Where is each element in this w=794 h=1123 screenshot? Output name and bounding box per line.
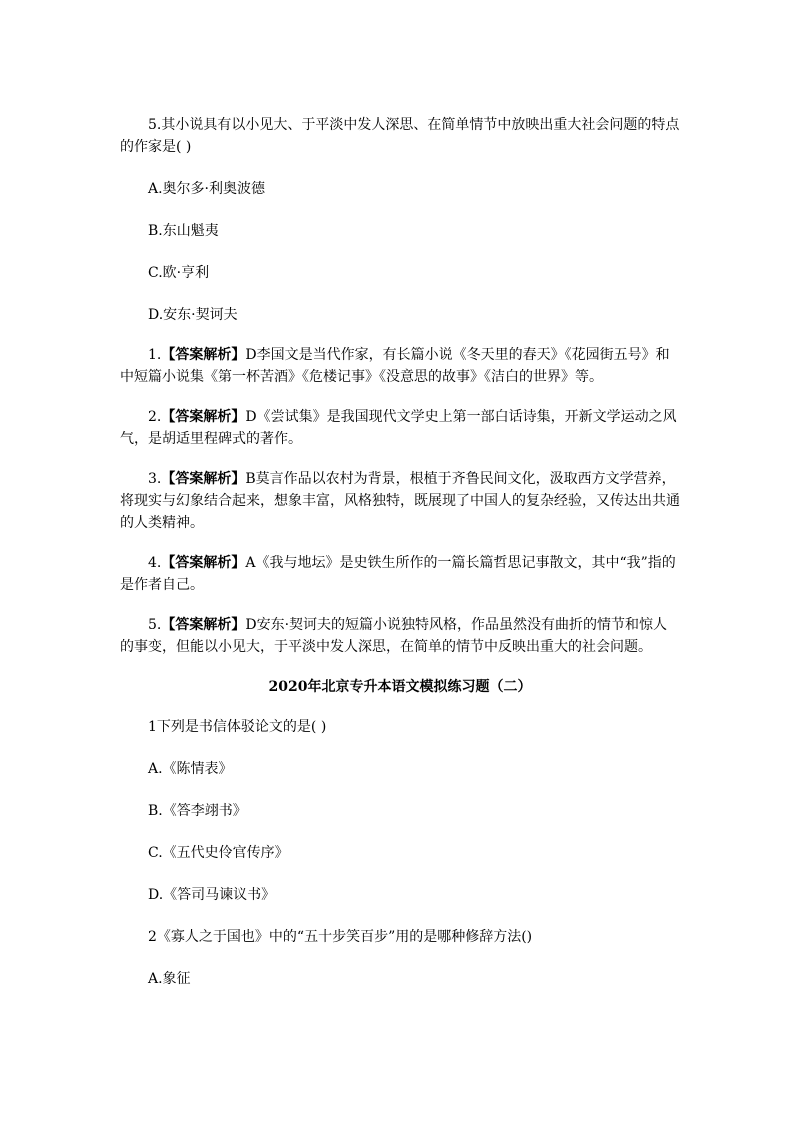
- question-5-stem: 5.其小说具有以小见大、于平淡中发人深思、在简单情节中放映出重大社会问题的特点的作家是( ): [120, 117, 680, 155]
- answer-text: D《尝试集》是我国现代文学史上第一部白话诗集，开新文学运动之风气，是胡适里程碑式的著作。: [120, 409, 677, 447]
- answer-number: 3.: [148, 471, 162, 487]
- section-title: 2020年北京专升本语文模拟练习题（二）: [268, 679, 532, 695]
- answer-text: D李国文是当代作家，有长篇小说《冬天里的春天》《花园街五号》和中短篇小说集《第一杯苦酒》《危楼记事》《没意思的故事》《洁白的世界》等。: [120, 347, 670, 385]
- question-1-stem: 1下列是书信体驳论文的是( ): [148, 719, 327, 735]
- answer-tag: 【答案解析】: [161, 347, 246, 363]
- answer-tag: 【答案解析】: [161, 555, 246, 571]
- answer-text: B莫言作品以农村为背景，根植于齐鲁民间文化，汲取西方文学营养，将现实与幻象结合起来，想象丰富，风格独特，既展现了中国人的复杂经验，又传达出共通的人类精神。: [120, 471, 680, 531]
- answer-number: 4.: [148, 555, 162, 571]
- question-5-option-c: C.欧·亨利: [148, 265, 210, 281]
- answer-number: 5.: [148, 617, 162, 633]
- question-5-option-a: A.奥尔多·利奥波德: [148, 181, 266, 197]
- answer-tag: 【答案解析】: [161, 471, 246, 487]
- question-5-option-d: D.安东·契诃夫: [148, 307, 238, 323]
- question-1-option-b: B.《答李翊书》: [148, 803, 247, 819]
- answer-number: 1.: [148, 347, 162, 363]
- answer-explanation-2: [120, 406, 680, 450]
- answer-text: D安东·契诃夫的短篇小说独特风格，作品虽然没有曲折的情节和惊人的事变，但能以小见大，于平淡中发人深思，在简单的情节中反映出重大的社会问题。: [120, 617, 668, 655]
- answer-explanation-5: [120, 614, 680, 658]
- question-1-option-c: C.《五代史伶官传序》: [148, 845, 289, 861]
- question-2-stem: 2《寡人之于国也》中的“五十步笑百步”用的是哪种修辞方法(): [148, 929, 533, 945]
- answer-explanation-1: [120, 344, 680, 388]
- question-5-option-b: B.东山魁夷: [148, 223, 219, 239]
- answer-explanation-3: [120, 468, 680, 534]
- answer-text: A《我与地坛》是史铁生所作的一篇长篇哲思记事散文，其中“我”指的是作者自己。: [120, 555, 676, 593]
- answer-tag: 【答案解析】: [161, 617, 246, 633]
- answer-tag: 【答案解析】: [161, 409, 246, 425]
- question-1-option-a: A.《陈情表》: [148, 761, 233, 777]
- question-1-option-d: D.《答司马谏议书》: [148, 887, 276, 903]
- document-content: [120, 114, 680, 990]
- answer-number: 2.: [148, 409, 162, 425]
- question-2-option-a: A.象征: [148, 971, 191, 987]
- answer-explanation-4: [120, 552, 680, 596]
